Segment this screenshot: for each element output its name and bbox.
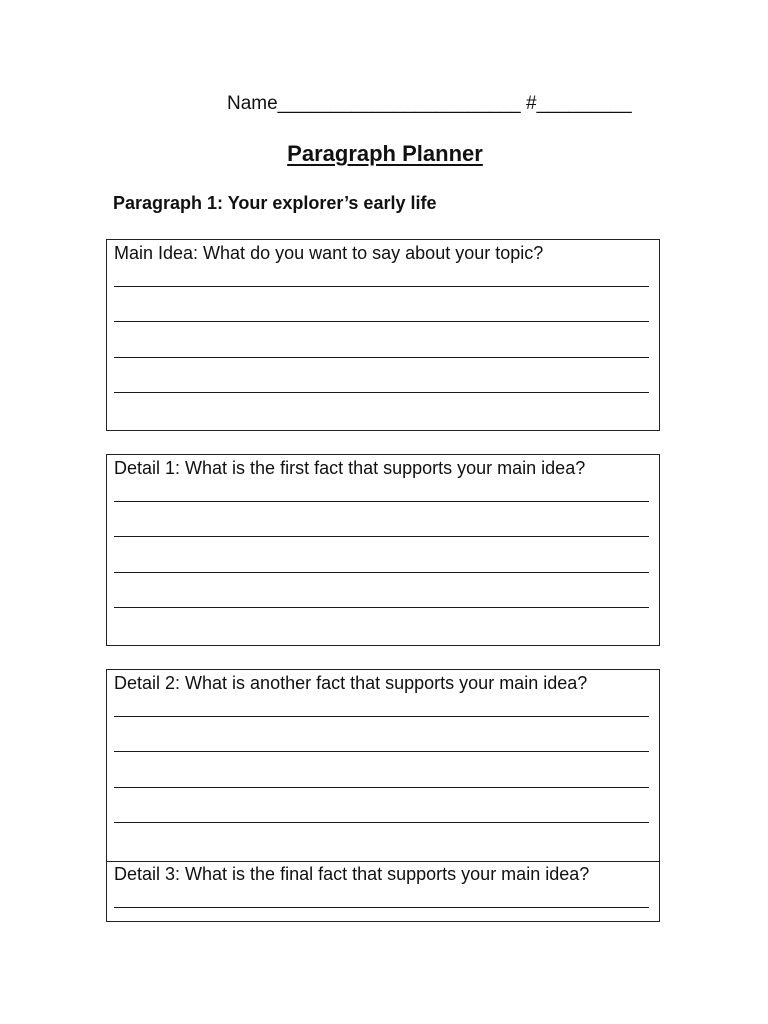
page-title [0, 140, 768, 168]
paragraph-heading: Paragraph 1: Your explorer’s early life [113, 193, 437, 213]
detail-1-line[interactable] [114, 501, 649, 502]
main-idea-line[interactable] [114, 392, 649, 393]
detail-2-3-box [106, 669, 660, 922]
name-number-line[interactable]: Name_______________________ #_________ [227, 93, 632, 114]
detail-2-line[interactable] [114, 787, 649, 788]
detail-3-line[interactable] [114, 907, 649, 908]
main-idea-prompt: Main Idea: What do you want to say about your topic? [114, 243, 544, 263]
detail-1-prompt: Detail 1: What is the first fact that supports your main idea? [114, 458, 586, 478]
main-idea-line[interactable] [114, 321, 649, 322]
detail-1-box [106, 454, 660, 646]
detail-1-line[interactable] [114, 536, 649, 537]
detail-1-line[interactable] [114, 572, 649, 573]
main-idea-line[interactable] [114, 357, 649, 358]
detail-divider [107, 861, 659, 862]
detail-2-line[interactable] [114, 822, 649, 823]
detail-2-prompt: Detail 2: What is another fact that supports your main idea? [114, 673, 588, 693]
page-title-text: Paragraph Planner [287, 141, 483, 166]
detail-3-prompt: Detail 3: What is the final fact that supports your main idea? [114, 864, 590, 884]
detail-1-line[interactable] [114, 607, 649, 608]
main-idea-line[interactable] [114, 286, 649, 287]
detail-2-line[interactable] [114, 716, 649, 717]
main-idea-box [106, 239, 660, 431]
detail-2-line[interactable] [114, 751, 649, 752]
